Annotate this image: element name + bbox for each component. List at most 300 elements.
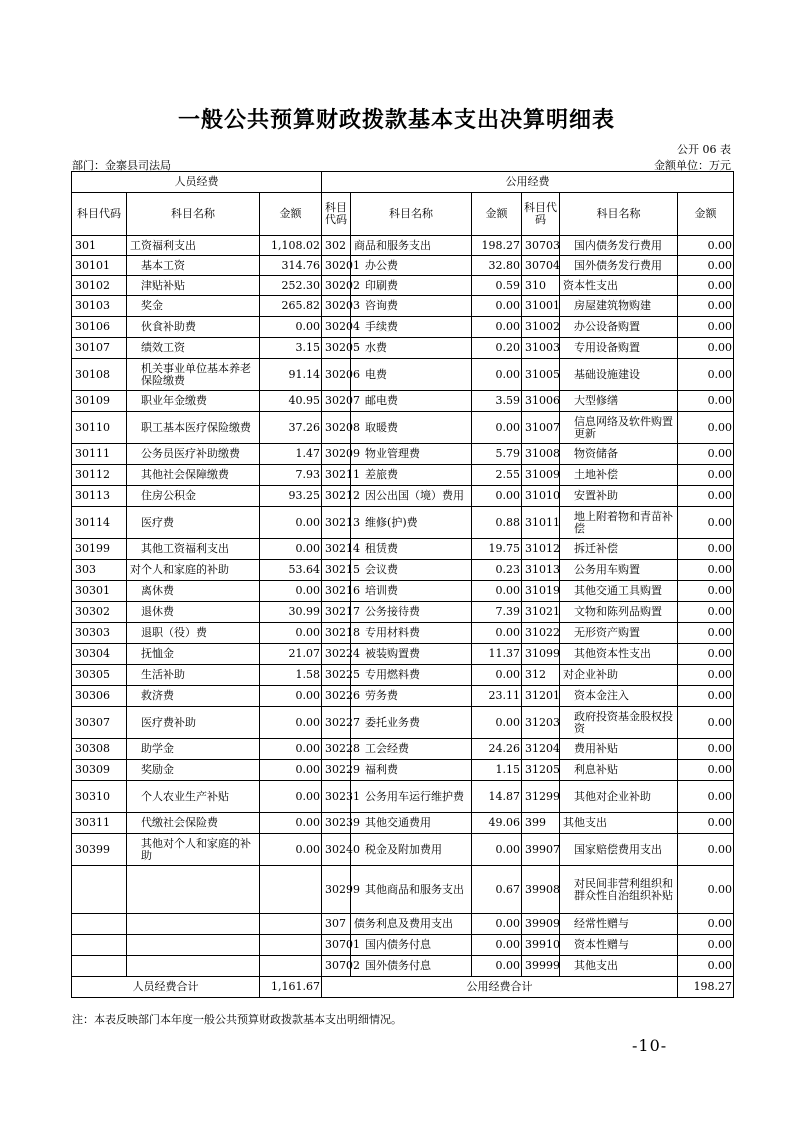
table-row — [72, 359, 734, 391]
amount-cell: 252.30 — [260, 276, 322, 296]
header-name: 科目名称 — [351, 193, 472, 236]
name-cell: 其他交通工具购置 — [560, 581, 678, 602]
name-cell: 助学金 — [127, 739, 260, 760]
code-cell: 30201 — [322, 256, 351, 276]
name-cell: 职工基本医疗保险缴费 — [127, 412, 260, 444]
table-row — [72, 686, 734, 707]
name-cell: 其他商品和服务支出 — [351, 866, 472, 914]
name-cell: 经常性赠与 — [560, 914, 678, 935]
amount-cell: 37.26 — [260, 412, 322, 444]
name-cell: 基础设施建设 — [560, 359, 678, 391]
code-cell: 30217 — [322, 602, 351, 623]
code-cell: 30212 — [322, 486, 351, 507]
name-cell: 物业管理费 — [351, 444, 472, 465]
amount-cell: 0.00 — [260, 539, 322, 560]
code-cell: 30240 — [322, 834, 351, 866]
amount-cell: 0.00 — [472, 359, 522, 391]
amount-cell: 0.00 — [678, 781, 734, 813]
amount-cell: 0.00 — [260, 581, 322, 602]
code-cell: 30110 — [72, 412, 127, 444]
code-cell: 30399 — [72, 834, 127, 866]
code-cell: 31008 — [522, 444, 560, 465]
amount-cell: 3.15 — [260, 338, 322, 359]
table-row — [72, 296, 734, 317]
code-cell: 30224 — [322, 644, 351, 665]
code-cell: 31001 — [522, 296, 560, 317]
table-row — [72, 539, 734, 560]
code-cell: 30303 — [72, 623, 127, 644]
code-cell: 31003 — [522, 338, 560, 359]
name-cell: 咨询费 — [351, 296, 472, 317]
code-cell: 30218 — [322, 623, 351, 644]
header-amount: 金额 — [678, 193, 734, 236]
amount-cell: 11.37 — [472, 644, 522, 665]
code-cell: 31299 — [522, 781, 560, 813]
name-cell: 医疗费补助 — [127, 707, 260, 739]
code-cell: 31099 — [522, 644, 560, 665]
amount-cell: 0.00 — [678, 391, 734, 412]
amount-cell: 0.00 — [678, 739, 734, 760]
name-cell: 电费 — [351, 359, 472, 391]
amount-cell: 7.39 — [472, 602, 522, 623]
table-row — [72, 707, 734, 739]
amount-cell: 5.79 — [472, 444, 522, 465]
name-cell: 拆迁补偿 — [560, 539, 678, 560]
public-total-label: 公用经费合计 — [322, 977, 678, 998]
name-cell: 公务用车运行维护费 — [351, 781, 472, 813]
name-cell: 专用设备购置 — [560, 338, 678, 359]
amount-cell: 0.20 — [472, 338, 522, 359]
amount-cell: 0.00 — [678, 707, 734, 739]
amount-cell: 0.00 — [678, 581, 734, 602]
name-cell: 公务用车购置 — [560, 560, 678, 581]
name-cell: 福利费 — [351, 760, 472, 781]
name-cell: 工会经费 — [351, 739, 472, 760]
code-cell: 30208 — [322, 412, 351, 444]
amount-cell: 0.00 — [260, 686, 322, 707]
name-cell: 劳务费 — [351, 686, 472, 707]
amount-cell: 0.00 — [678, 935, 734, 956]
code-cell: 30704 — [522, 256, 560, 276]
amount-cell: 0.00 — [678, 834, 734, 866]
code-cell: 31007 — [522, 412, 560, 444]
amount-cell: 198.27 — [472, 236, 522, 256]
amount-cell: 40.95 — [260, 391, 322, 412]
amount-cell: 0.00 — [678, 507, 734, 539]
code-cell: 30202 — [322, 276, 351, 296]
code-cell: 303 — [72, 560, 127, 581]
amount-cell: 1.58 — [260, 665, 322, 686]
name-cell: 利息补贴 — [560, 760, 678, 781]
table-row — [72, 412, 734, 444]
name-cell: 因公出国（境）费用 — [351, 486, 472, 507]
amount-cell: 0.00 — [678, 644, 734, 665]
name-cell: 办公设备购置 — [560, 317, 678, 338]
code-cell: 31019 — [522, 581, 560, 602]
name-cell: 其他支出 — [560, 956, 678, 977]
name-cell: 国外债务付息 — [351, 956, 472, 977]
code-cell: 30102 — [72, 276, 127, 296]
name-cell: 工资福利支出 — [127, 236, 260, 256]
code-cell: 30103 — [72, 296, 127, 317]
code-cell: 30106 — [72, 317, 127, 338]
name-cell: 大型修缮 — [560, 391, 678, 412]
code-cell: 301 — [72, 236, 127, 256]
amount-cell: 7.93 — [260, 465, 322, 486]
name-cell: 费用补贴 — [560, 739, 678, 760]
amount-cell: 30.99 — [260, 602, 322, 623]
code-cell: 30299 — [322, 866, 351, 914]
code-cell: 30225 — [322, 665, 351, 686]
name-cell: 差旅费 — [351, 465, 472, 486]
name-cell: 印刷费 — [351, 276, 472, 296]
name-cell: 国内债务付息 — [351, 935, 472, 956]
table-row — [72, 781, 734, 813]
amount-cell: 0.00 — [472, 665, 522, 686]
code-cell: 30207 — [322, 391, 351, 412]
table-row — [72, 581, 734, 602]
name-cell: 专用燃料费 — [351, 665, 472, 686]
name-cell: 奖金 — [127, 296, 260, 317]
table-row — [72, 644, 734, 665]
code-cell: 30107 — [72, 338, 127, 359]
code-cell: 30205 — [322, 338, 351, 359]
code-cell: 310 — [522, 276, 560, 296]
code-cell: 30215 — [322, 560, 351, 581]
code-cell: 30702 — [322, 956, 351, 977]
amount-cell: 0.00 — [678, 623, 734, 644]
header-code: 科目代码 — [322, 193, 351, 236]
name-cell: 职业年金缴费 — [127, 391, 260, 412]
name-cell: 邮电费 — [351, 391, 472, 412]
code-cell: 39909 — [522, 914, 560, 935]
name-cell: 对个人和家庭的补助 — [127, 560, 260, 581]
table-row — [72, 317, 734, 338]
form-number: 公开 06 表 — [677, 143, 731, 156]
amount-cell: 0.00 — [678, 539, 734, 560]
name-cell: 委托业务费 — [351, 707, 472, 739]
code-cell: 30701 — [322, 935, 351, 956]
code-cell: 30216 — [322, 581, 351, 602]
code-cell: 30114 — [72, 507, 127, 539]
code-cell: 30204 — [322, 317, 351, 338]
name-cell: 抚恤金 — [127, 644, 260, 665]
name-cell: 其他交通费用 — [351, 813, 472, 834]
amount-cell: 0.00 — [472, 486, 522, 507]
page-number: -10- — [632, 1036, 668, 1055]
name-cell: 国家赔偿费用支出 — [560, 834, 678, 866]
code-cell: 30703 — [522, 236, 560, 256]
name-cell: 国外债务发行费用 — [560, 256, 678, 276]
amount-cell: 265.82 — [260, 296, 322, 317]
header-amount: 金额 — [472, 193, 522, 236]
amount-cell: 0.00 — [678, 866, 734, 914]
amount-cell: 0.00 — [678, 359, 734, 391]
code-cell: 30302 — [72, 602, 127, 623]
name-cell: 其他支出 — [560, 813, 678, 834]
code-cell: 30227 — [322, 707, 351, 739]
code-cell — [72, 866, 127, 914]
code-cell: 30214 — [322, 539, 351, 560]
code-cell: 30213 — [322, 507, 351, 539]
code-cell: 30311 — [72, 813, 127, 834]
amount-cell: 0.00 — [678, 760, 734, 781]
name-cell: 资本性赠与 — [560, 935, 678, 956]
code-cell: 31021 — [522, 602, 560, 623]
table-row — [72, 623, 734, 644]
code-cell: 302 — [322, 236, 351, 256]
amount-cell: 0.00 — [260, 813, 322, 834]
name-cell: 公务接待费 — [351, 602, 472, 623]
name-cell — [127, 914, 260, 935]
name-cell: 其他社会保障缴费 — [127, 465, 260, 486]
header-name: 科目名称 — [127, 193, 260, 236]
amount-cell: 0.00 — [678, 686, 734, 707]
amount-cell: 21.07 — [260, 644, 322, 665]
code-cell: 39999 — [522, 956, 560, 977]
code-cell: 30101 — [72, 256, 127, 276]
table-row — [72, 486, 734, 507]
amount-cell: 3.59 — [472, 391, 522, 412]
amount-cell: 24.26 — [472, 739, 522, 760]
name-cell: 专用材料费 — [351, 623, 472, 644]
amount-cell: 93.25 — [260, 486, 322, 507]
amount-cell: 0.00 — [678, 956, 734, 977]
amount-cell: 0.00 — [472, 834, 522, 866]
name-cell: 会议费 — [351, 560, 472, 581]
code-cell: 30211 — [322, 465, 351, 486]
name-cell: 公务员医疗补助缴费 — [127, 444, 260, 465]
amount-cell: 0.00 — [472, 412, 522, 444]
name-cell: 个人农业生产补贴 — [127, 781, 260, 813]
amount-cell: 0.88 — [472, 507, 522, 539]
name-cell: 土地补偿 — [560, 465, 678, 486]
code-cell: 30203 — [322, 296, 351, 317]
name-cell: 机关事业单位基本养老保险缴费 — [127, 359, 260, 391]
amount-cell: 1.47 — [260, 444, 322, 465]
amount-cell: 2.55 — [472, 465, 522, 486]
table-row — [72, 276, 734, 296]
amount-cell: 0.00 — [472, 914, 522, 935]
amount-cell: 91.14 — [260, 359, 322, 391]
name-cell: 物资储备 — [560, 444, 678, 465]
page-title: 一般公共预算财政拨款基本支出决算明细表 — [177, 107, 615, 133]
amount-cell: 0.00 — [260, 317, 322, 338]
table-row — [72, 560, 734, 581]
name-cell: 离休费 — [127, 581, 260, 602]
code-cell — [72, 914, 127, 935]
name-cell: 救济费 — [127, 686, 260, 707]
amount-unit-label: 金额单位：万元 — [654, 159, 731, 172]
code-cell: 30308 — [72, 739, 127, 760]
amount-cell: 0.00 — [678, 560, 734, 581]
public-total-value: 198.27 — [678, 977, 734, 998]
name-cell: 住房公积金 — [127, 486, 260, 507]
amount-cell — [260, 956, 322, 977]
code-cell: 30209 — [322, 444, 351, 465]
name-cell: 手续费 — [351, 317, 472, 338]
name-cell: 债务利息及费用支出 — [351, 914, 472, 935]
header-amount: 金额 — [260, 193, 322, 236]
personnel-total-label: 人员经费合计 — [72, 977, 260, 998]
code-cell: 30111 — [72, 444, 127, 465]
amount-cell: 0.00 — [678, 486, 734, 507]
name-cell: 绩效工资 — [127, 338, 260, 359]
amount-cell: 19.75 — [472, 539, 522, 560]
header-name: 科目名称 — [560, 193, 678, 236]
table-row — [72, 739, 734, 760]
expenditure-table — [71, 171, 734, 998]
name-cell: 退职（役）费 — [127, 623, 260, 644]
table-row — [72, 507, 734, 539]
amount-cell: 0.00 — [678, 317, 734, 338]
amount-cell: 14.87 — [472, 781, 522, 813]
amount-cell: 1,108.02 — [260, 236, 322, 256]
amount-cell: 0.00 — [678, 296, 734, 317]
code-cell: 30113 — [72, 486, 127, 507]
amount-cell: 0.00 — [472, 956, 522, 977]
name-cell — [127, 935, 260, 956]
code-cell: 31201 — [522, 686, 560, 707]
amount-cell: 314.76 — [260, 256, 322, 276]
table-row — [72, 338, 734, 359]
amount-cell: 0.59 — [472, 276, 522, 296]
name-cell: 国内债务发行费用 — [560, 236, 678, 256]
amount-cell: 0.00 — [260, 623, 322, 644]
code-cell — [72, 956, 127, 977]
name-cell: 对民间非营利组织和群众性自治组织补贴 — [560, 866, 678, 914]
amount-cell — [260, 914, 322, 935]
amount-cell: 0.00 — [678, 276, 734, 296]
code-cell: 30307 — [72, 707, 127, 739]
amount-cell — [260, 935, 322, 956]
code-cell: 31006 — [522, 391, 560, 412]
name-cell: 税金及附加费用 — [351, 834, 472, 866]
name-cell: 医疗费 — [127, 507, 260, 539]
footnote: 注：本表反映部门本年度一般公共预算财政拨款基本支出明细情况。 — [72, 1013, 402, 1026]
code-cell: 30206 — [322, 359, 351, 391]
name-cell: 取暖费 — [351, 412, 472, 444]
code-cell: 31204 — [522, 739, 560, 760]
amount-cell: 0.00 — [472, 296, 522, 317]
code-cell: 31002 — [522, 317, 560, 338]
header-code: 科目代码 — [522, 193, 560, 236]
code-cell: 399 — [522, 813, 560, 834]
name-cell: 文物和陈列品购置 — [560, 602, 678, 623]
code-cell: 31012 — [522, 539, 560, 560]
amount-cell: 0.67 — [472, 866, 522, 914]
code-cell: 307 — [322, 914, 351, 935]
code-cell: 30301 — [72, 581, 127, 602]
code-cell: 30229 — [322, 760, 351, 781]
department-label: 部门：金寨县司法局 — [72, 159, 171, 172]
table-row — [72, 444, 734, 465]
amount-cell: 0.00 — [678, 338, 734, 359]
name-cell: 资本金注入 — [560, 686, 678, 707]
amount-cell: 0.00 — [260, 834, 322, 866]
amount-cell: 0.00 — [678, 444, 734, 465]
amount-cell: 0.00 — [472, 317, 522, 338]
code-cell: 31013 — [522, 560, 560, 581]
code-cell: 30231 — [322, 781, 351, 813]
code-cell: 31010 — [522, 486, 560, 507]
amount-cell: 0.00 — [678, 813, 734, 834]
code-cell: 39910 — [522, 935, 560, 956]
code-cell: 30199 — [72, 539, 127, 560]
personnel-group-header: 人员经费 — [72, 172, 322, 193]
name-cell: 津贴补贴 — [127, 276, 260, 296]
header-code: 科目代码 — [72, 193, 127, 236]
name-cell: 其他工资福利支出 — [127, 539, 260, 560]
code-cell: 31009 — [522, 465, 560, 486]
name-cell: 租赁费 — [351, 539, 472, 560]
name-cell: 其他对企业补助 — [560, 781, 678, 813]
table-row — [72, 935, 734, 956]
amount-cell: 0.00 — [260, 707, 322, 739]
name-cell: 安置补助 — [560, 486, 678, 507]
code-cell: 30108 — [72, 359, 127, 391]
table-row — [72, 236, 734, 256]
amount-cell: 49.06 — [472, 813, 522, 834]
amount-cell: 0.00 — [678, 465, 734, 486]
name-cell: 房屋建筑物购建 — [560, 296, 678, 317]
code-cell: 30306 — [72, 686, 127, 707]
amount-cell: 0.00 — [260, 781, 322, 813]
code-cell: 39908 — [522, 866, 560, 914]
table-row — [72, 956, 734, 977]
personnel-total-value: 1,161.67 — [260, 977, 322, 998]
amount-cell: 1.15 — [472, 760, 522, 781]
table-row — [72, 665, 734, 686]
code-cell: 31205 — [522, 760, 560, 781]
amount-cell: 0.23 — [472, 560, 522, 581]
amount-cell: 32.80 — [472, 256, 522, 276]
table-row — [72, 465, 734, 486]
public-group-header: 公用经费 — [322, 172, 734, 193]
code-cell: 30305 — [72, 665, 127, 686]
amount-cell: 0.00 — [472, 581, 522, 602]
amount-cell: 0.00 — [678, 914, 734, 935]
amount-cell: 0.00 — [260, 760, 322, 781]
name-cell — [127, 956, 260, 977]
amount-cell: 0.00 — [678, 412, 734, 444]
table-row — [72, 256, 734, 276]
name-cell: 维修(护)费 — [351, 507, 472, 539]
amount-cell: 0.00 — [678, 236, 734, 256]
name-cell: 奖励金 — [127, 760, 260, 781]
name-cell: 地上附着物和青苗补偿 — [560, 507, 678, 539]
code-cell: 30109 — [72, 391, 127, 412]
code-cell: 31022 — [522, 623, 560, 644]
code-cell: 31005 — [522, 359, 560, 391]
name-cell: 水费 — [351, 338, 472, 359]
table-row — [72, 866, 734, 914]
code-cell: 30310 — [72, 781, 127, 813]
amount-cell: 0.00 — [472, 623, 522, 644]
table-row — [72, 914, 734, 935]
code-cell: 31011 — [522, 507, 560, 539]
code-cell — [72, 935, 127, 956]
amount-cell: 0.00 — [678, 665, 734, 686]
name-cell: 办公费 — [351, 256, 472, 276]
name-cell: 代缴社会保险费 — [127, 813, 260, 834]
table-row — [72, 760, 734, 781]
name-cell: 生活补助 — [127, 665, 260, 686]
amount-cell: 0.00 — [678, 602, 734, 623]
amount-cell: 0.00 — [472, 935, 522, 956]
table-row — [72, 602, 734, 623]
name-cell: 商品和服务支出 — [351, 236, 472, 256]
